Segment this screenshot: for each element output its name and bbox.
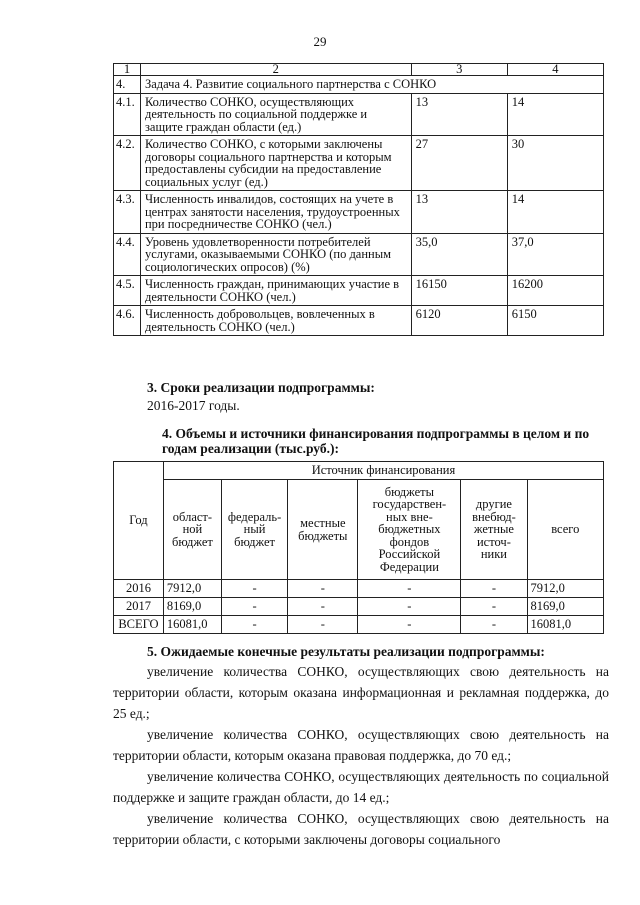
regional-cell: 8169,0	[163, 598, 221, 616]
column-total: всего	[527, 480, 603, 580]
result-text: увеличение количества СОНКО, осуществляющих деятельность по социальной поддержке и защите граждан области, до 14 ед.;	[113, 769, 609, 805]
column-state-funds: бюджеты государствен-ных вне-бюджетных фондов Российской Федерации	[358, 480, 461, 580]
value-2017: 6150	[507, 306, 603, 336]
value-2016: 13	[411, 93, 507, 136]
other-cell: -	[461, 616, 527, 634]
column-local-budgets: местные бюджеты	[288, 480, 358, 580]
state-funds-cell: -	[358, 598, 461, 616]
source-header: Источник финансирования	[163, 462, 603, 480]
result-paragraph	[113, 724, 609, 766]
local-cell: -	[288, 616, 358, 634]
year-cell: ВСЕГО	[114, 616, 164, 634]
table-row	[114, 233, 604, 276]
section4-heading: 4. Объемы и источники финансирования подпрограммы в целом и по годам реализации (тыс.руб.):	[162, 426, 590, 456]
result-paragraph	[113, 808, 609, 850]
table-row	[114, 136, 604, 191]
other-cell: -	[461, 580, 527, 598]
indicator-description: Численность инвалидов, состоящих на учете в центрах занятости населения, трудоустроенных при посредничестве СОНКО (чел.)	[140, 191, 411, 234]
page-number: 29	[313, 34, 327, 49]
result-paragraph	[113, 766, 609, 808]
result-text: увеличение количества СОНКО, осуществляющих свою деятельность на территории области, которым оказана информационная и рекламная поддержка, до 25 ед.;	[113, 664, 609, 721]
year-cell: 2016	[114, 580, 164, 598]
row-number: 4.6.	[114, 306, 141, 336]
federal-cell: -	[221, 580, 287, 598]
value-2017: 37,0	[507, 233, 603, 276]
table-row	[114, 306, 604, 336]
result-paragraph	[113, 661, 609, 724]
indicator-description: Количество СОНКО, осуществляющих деятельность по социальной поддержке и защите граждан области (ед.)	[140, 93, 411, 136]
table-row	[114, 93, 604, 136]
indicators-table	[113, 63, 604, 336]
indicator-description: Количество СОНКО, с которыми заключены договоры социального партнерства и которым предоставлены субсидии на предоставление социальных услуг (ед.)	[140, 136, 411, 191]
row-number: 4.2.	[114, 136, 141, 191]
column-number: 4	[507, 64, 603, 76]
row-number: 4.4.	[114, 233, 141, 276]
regional-cell: 7912,0	[163, 580, 221, 598]
value-2017: 14	[507, 191, 603, 234]
state-funds-cell: -	[358, 616, 461, 634]
result-text: увеличение количества СОНКО, осуществляющих свою деятельность на территории области, с которыми заключены договоры социального	[113, 811, 609, 847]
year-header: Год	[114, 462, 164, 580]
finance-columns-row	[114, 480, 604, 580]
state-funds-cell: -	[358, 580, 461, 598]
value-2016: 27	[411, 136, 507, 191]
total-cell: 7912,0	[527, 580, 603, 598]
regional-cell: 16081,0	[163, 616, 221, 634]
row-number: 4.3.	[114, 191, 141, 234]
column-number-row	[114, 64, 604, 76]
column-number: 2	[140, 64, 411, 76]
row-number: 4.5.	[114, 276, 141, 306]
task-number: 4.	[114, 76, 141, 94]
row-number: 4.1.	[114, 93, 141, 136]
local-cell: -	[288, 580, 358, 598]
total-cell: 8169,0	[527, 598, 603, 616]
table-row	[114, 191, 604, 234]
column-number: 1	[114, 64, 141, 76]
task-row	[114, 76, 604, 94]
section3-text: 2016-2017 годы.	[147, 398, 240, 413]
value-2017: 14	[507, 93, 603, 136]
value-2016: 13	[411, 191, 507, 234]
total-cell: 16081,0	[527, 616, 603, 634]
local-cell: -	[288, 598, 358, 616]
finance-table	[113, 461, 604, 634]
table-row	[114, 580, 604, 598]
table-row	[114, 276, 604, 306]
value-2016: 16150	[411, 276, 507, 306]
table-row	[114, 598, 604, 616]
column-other-sources: другие внебюд-жетные источ-ники	[461, 480, 527, 580]
section5-heading: 5. Ожидаемые конечные результаты реализации подпрограммы:	[147, 644, 545, 659]
column-federal-budget: федераль-ный бюджет	[221, 480, 287, 580]
other-cell: -	[461, 598, 527, 616]
finance-header-row	[114, 462, 604, 480]
value-2017: 30	[507, 136, 603, 191]
task-title: Задача 4. Развитие социального партнерства с СОНКО	[140, 76, 603, 94]
indicator-description: Численность граждан, принимающих участие в деятельности СОНКО (чел.)	[140, 276, 411, 306]
column-regional-budget: област-ной бюджет	[163, 480, 221, 580]
value-2016: 35,0	[411, 233, 507, 276]
column-number: 3	[411, 64, 507, 76]
table-row	[114, 616, 604, 634]
indicator-description: Численность добровольцев, вовлеченных в деятельность СОНКО (чел.)	[140, 306, 411, 336]
indicator-description: Уровень удовлетворенности потребителей услугами, оказываемыми СОНКО (по данным социологических опросов) (%)	[140, 233, 411, 276]
federal-cell: -	[221, 616, 287, 634]
federal-cell: -	[221, 598, 287, 616]
section3-heading: 3. Сроки реализации подпрограммы:	[147, 380, 375, 395]
result-text: увеличение количества СОНКО, осуществляющих свою деятельность на территории области, которым оказана правовая поддержка, до 70 ед.;	[113, 727, 609, 763]
year-cell: 2017	[114, 598, 164, 616]
value-2017: 16200	[507, 276, 603, 306]
value-2016: 6120	[411, 306, 507, 336]
